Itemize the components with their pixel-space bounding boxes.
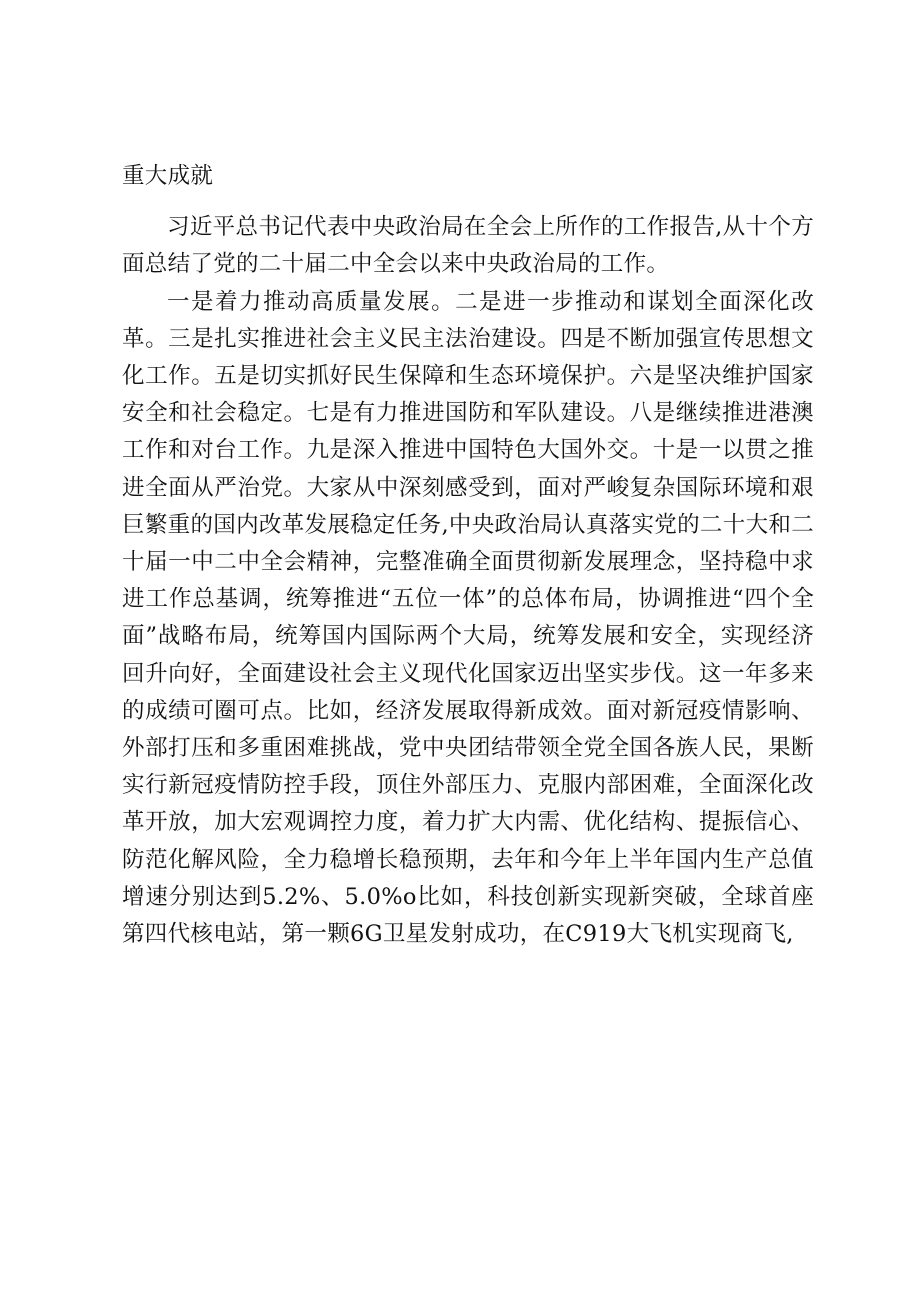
document-body: [122, 158, 814, 953]
section-heading: 重大成就: [122, 163, 214, 189]
paragraph-intro: 习近平总书记代表中央政治局在全会上所作的工作报告,从十个方面总结了党的二十届二中全会以来中央政治局的工作。: [122, 214, 814, 278]
paragraph-achievements: 一是着力推动高质量发展。二是进一步推动和谋划全面深化改革。三是扎实推进社会主义民主法治建设。四是不断加强宣传思想文化工作。五是切实抓好民生保障和生态环境保护。六是坚决维护国家安全和社会稳定。七是有力推进国防和军队建设。八是继续推进港澳工作和对台工作。九是深入推进中国特色大国外交。十是一以贯之推进全面从严治党。大家从中深刻感受到，面对严峻复杂国际环境和艰巨繁重的国内改革发展稳定任务,中央政治局认真落实党的二十大和二十届一中二中全会精神，完整准确全面贯彻新发展理念，坚持稳中求进工作总基调，统筹推进“五位一体”的总体布局，协调推进“四个全面”战略布局，统筹国内国际两个大局，统筹发展和安全，实现经济回升向好，全面建设社会主义现代化国家迈出坚实步伐。这一年多来的成绩可圈可点。比如，经济发展取得新成效。面对新冠疫情影响、外部打压和多重困难挑战，党中央团结带领全党全国各族人民，果断实行新冠疫情防控手段，顶住外部压力、克服内部困难，全面深化改革开放，加大宏观调控力度，着力扩大内需、优化结构、提振信心、防范化解风险，全力稳增长稳预期，去年和今年上半年国内生产总值增速分别达到5.2%、5.0%o比如，科技创新实现新突破，全球首座第四代核电站，第一颗6G卫星发射成功，在C919大飞机实现商飞,: [122, 288, 814, 948]
spacer: [122, 195, 814, 209]
